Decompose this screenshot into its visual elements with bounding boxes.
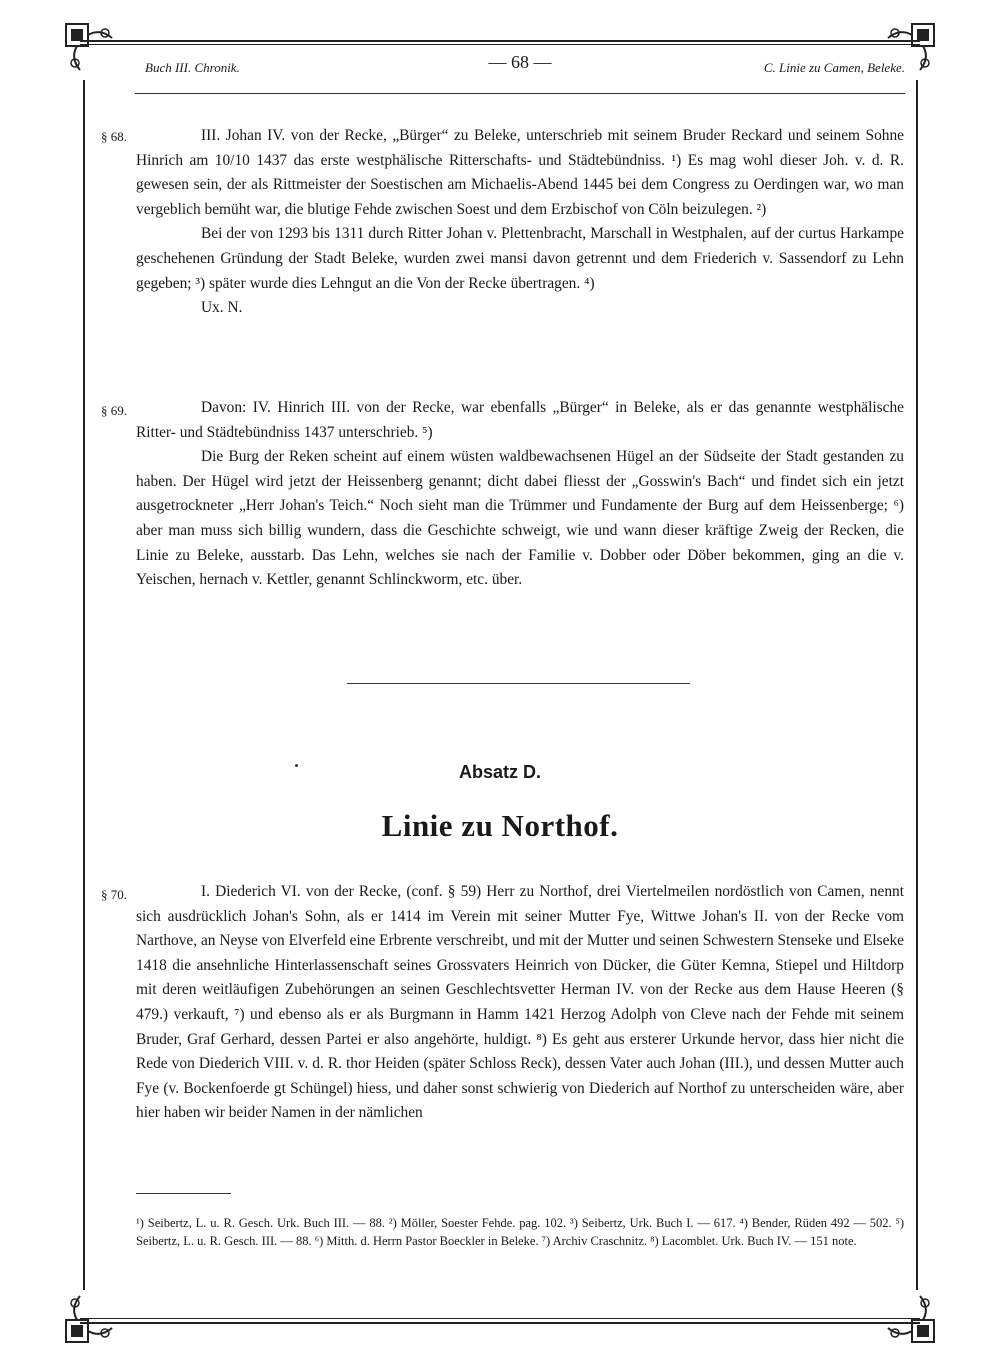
section-number: § 68. <box>101 129 127 144</box>
page-number-value: 68 <box>511 52 529 72</box>
paragraph: Ux. N. <box>201 299 243 317</box>
page-number: — 68 — <box>488 52 552 72</box>
section-number: § 70. <box>101 887 127 902</box>
footnotes: ¹) Seibertz, L. u. R. Gesch. Urk. Buch III. — 88. ²) Möller, Soester Fehde. pag. 102. ³) Seibertz, Urk. Buch I. — 617. ⁴) Bender, Rüden 492 — 502. ⁵) Seibertz, L. u. R. Gesch. III. — 88. ⁶) Mitth. d. Herrn Pastor Boeckler in Beleke. ⁷) Archiv Craschnitz. ⁸) Lacomblet. Urk. Buch IV. — 151 note. <box>136 1216 904 1248</box>
frame-bottom <box>80 1322 920 1324</box>
section-70 <box>136 880 904 1126</box>
frame-top-inner <box>80 44 920 45</box>
subheading: Absatz D. <box>458 762 541 782</box>
chapter-heading: Linie zu Northof. <box>381 808 619 843</box>
paragraph: III. Johan IV. von der Recke, „Bürger“ zu Beleke, unterschrieb mit seinem Bruder Reckard und seinem Sohne Hinrich am 10/10 1437 das erste westphälische Ritterschafts- und Städtebündniss. ¹) Es mag wohl dieser Joh. v. d. R. gewesen sein, der als Rittmeister der Soestischen am Michaelis-Abend 1445 bei dem Congress zu Oerdingen war, wo man vergeblich bemüht war, die blutige Fehde zwischen Soest und dem Erzbischof von Cöln beizulegen. ²) <box>136 127 904 218</box>
frame-left <box>83 80 85 1290</box>
running-header-left: Buch III. Chronik. <box>145 60 240 75</box>
frame-right <box>916 80 918 1290</box>
section-69 <box>136 396 904 593</box>
running-header-right: C. Linie zu Camen, Beleke. <box>763 60 905 75</box>
footnote-rule <box>136 1193 231 1194</box>
section-divider <box>347 683 690 684</box>
ornament-corner-icon <box>60 18 118 76</box>
section-68 <box>136 124 904 321</box>
paragraph: I. Diederich VI. von der Recke, (conf. § 59) Herr zu Northof, drei Viertelmeilen nordöstlich von Camen, nennt sich ausdrücklich Johan's Sohn, als er 1414 im Verein mit seiner Mutter Fye, Wittwe Johan's II. von der Recke vom Narthove, an Neyse von Elverfeld eine Erbrente verschreibt, und mit der Mutter und seinen Schwestern Stenseke und Elseke 1418 die ansehnliche Hinterlassenschaft seines Grossvaters Heinrich von Dücker, die Güter Kemna, Stiepel und Hiltdorp mit deren weitläufigen Zubehörungen an seinen Geschlechtsvetter Herman IV. von der Recke aus dem Hause Heeren (§ 479.) verkauft, ⁷) und ebenso als er als Burgmann in Hamm 1421 Herzog Adolph von Cleve nach der Fehde mit seinem Bruder, Graf Gerhard, dessen Partei er also angehörte, huldigt. ⁸) Es geht aus ersterer Urkunde hervor, dass hier nicht die Rede von Diederich VIII. v. d. R. thor Heiden (später Schloss Reck), dessen Vater auch Johan (III.), und dessen Mutter auch Fye (v. Bockenfoerde gt Schüngel) hiess, und daher sonst schwierig von Diederich auf Northof zu unterscheiden wäre, aber hier haben wir beider Namen in der nämlichen <box>136 883 905 1122</box>
paragraph: Bei der von 1293 bis 1311 durch Ritter Johan v. Plettenbracht, Marschall in Westphalen, auf der curtus Harkampe geschehenen Gründung der Stadt Beleke, wurden zwei mansi davon getrennt und dem Friederich v. Sassendorf zu Lehn gegeben; ³) später wurde dies Lehngut an die Von der Recke übertragen. ⁴) <box>136 225 904 292</box>
frame-top <box>80 40 920 42</box>
frame-bottom-inner <box>80 1318 920 1319</box>
paragraph: Die Burg der Reken scheint auf einem wüsten waldbewachsenen Hügel an der Südseite der Stadt gestanden zu haben. Der Hügel wird jetzt der Heissenberg genannt; dicht dabei fliesst der „Gosswin's Bach“ und findet sich ein jetzt ausgetrockneter „Herr Johan's Teich.“ Noch sieht man die Trümmer und Fundamente der Burg auf dem Heissenberge; ⁶) aber man muss sich billig wundern, dass die Geschichte schweigt, wie und wann dieser kräftige Zweig der Recken, die Linie zu Beleke, ausstarb. Das Lehn, welches sie nach der Familie v. Dobber oder Döber bekommen, ging an die v. Yeischen, hernach v. Kettler, genannt Schlinckworm, etc. über. <box>136 448 904 589</box>
ornament-corner-icon <box>60 1290 118 1348</box>
ornament-corner-icon <box>882 1290 940 1348</box>
paragraph: Davon: IV. Hinrich III. von der Recke, war ebenfalls „Bürger“ in Beleke, als er das genannte westphälische Ritter- und Städtebündniss 1437 unterschrieb. ⁵) <box>136 399 904 441</box>
header-rule <box>135 93 905 94</box>
section-number: § 69. <box>101 403 127 418</box>
